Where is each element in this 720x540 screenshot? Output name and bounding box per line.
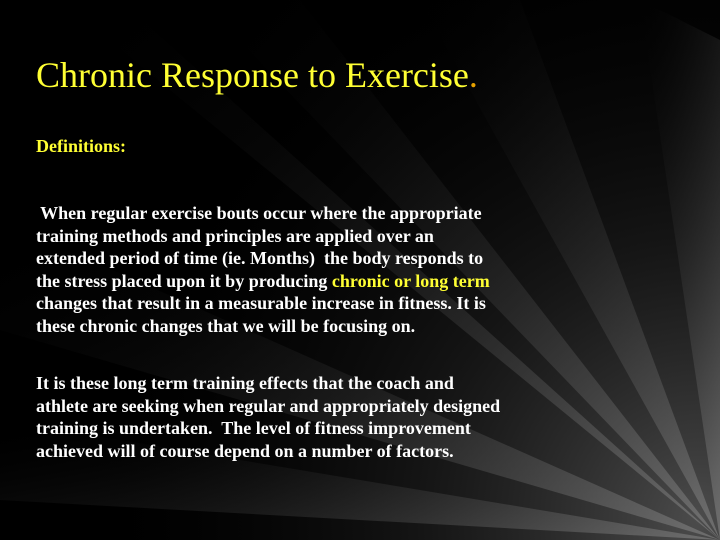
para2-line: It is these long term training effects that the coach and <box>36 373 454 393</box>
para1-line: training methods and principles are applied over an <box>36 225 434 246</box>
paragraph-training-effects <box>36 372 500 462</box>
para1-line-start: the stress placed upon it by producing <box>36 270 332 291</box>
title-text: Chronic Response to Exercise <box>36 55 469 95</box>
para2-line: training is undertaken. The level of fitness improvement <box>36 418 471 439</box>
para2-line: athlete are seeking when regular and appropriately designed <box>36 395 501 416</box>
title-period: . <box>468 55 478 95</box>
para1-line: extended period of time (ie. Months) the body responds to <box>36 248 484 269</box>
para1-line: changes that result in a measurable increase in fitness. It is <box>36 293 486 314</box>
para1-line: these chronic changes that we will be focusing on. <box>36 315 416 336</box>
paragraph-definition <box>36 202 490 338</box>
para2-line: achieved will of course depend on a number of factors. <box>36 440 454 461</box>
para1-line: When regular exercise bouts occur where the appropriate <box>36 203 482 223</box>
highlight-chronic-long-term: chronic or long term <box>331 270 490 291</box>
slide-title <box>36 55 478 95</box>
definitions-heading: Definitions: <box>36 136 126 156</box>
